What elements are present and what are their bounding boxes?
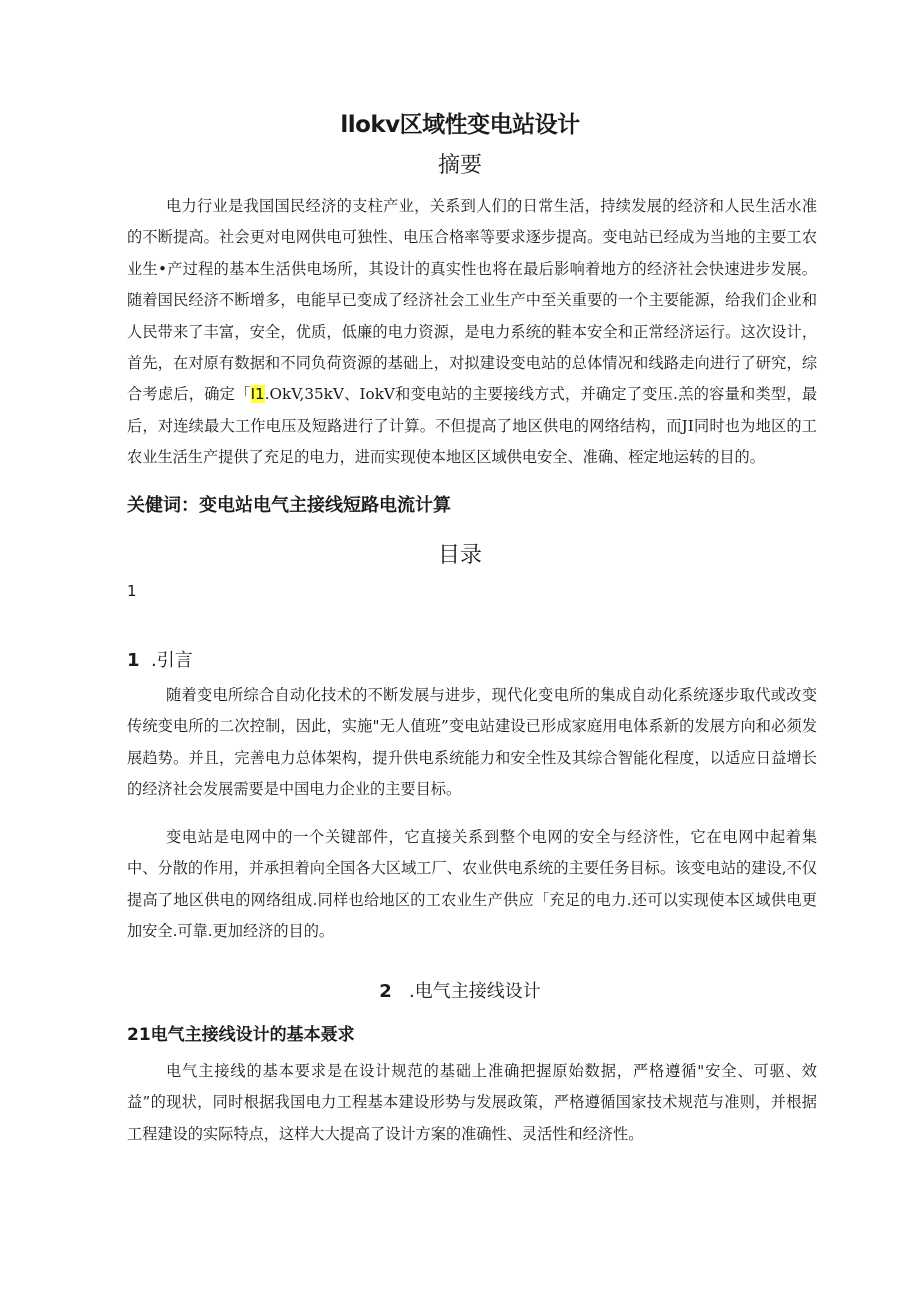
abstract-paragraph: [127, 191, 817, 474]
document-title: llokv区域性变电站设计: [340, 112, 580, 138]
abstract-text-part-2: .OkV,35kV、IokV和变电站的主要接线方式，并确定了变压.羔的容量和类型，最后，对连续最大工作电压及短路进行了计算。不但提高了地区供电的网络结构，而JI同时也为地区的工农业生活生产提供了充足的电力，进而实现使本地区区域供电安全、准确、桎定地运转的目的。: [127, 385, 818, 467]
section-1-paragraph-1: 随着变电所综合自动化技术的不断发展与进步，现代化变电所的集成自动化系统逐步取代或改变传统变电所的二次控制，因此，实施"无人值班”变电站建设已形成家庭用电体系新的发展方向和必须发展趋势。并且，完善电力总体架构，提升供电系统能力和安全性及其综合智能化程度，以适应日益增长的经济社会发展需要是中国电力企业的主要目标。: [127, 686, 817, 799]
highlighted-text: I1: [250, 385, 265, 404]
abstract-text-part-1: 电力行业是我国国民经济的支柱产业，关系到人们的日常生活，持续发展的经济和人民生活水准的不断提高。社会更对电网供电可独性、电压合格率等要求逐步提高。变电站已经成为当地的主要工农业生•产过程的基本生活供电场所，其设计的真实性也将在最后影响着地方的经济社会快速进步发展。随着国民经济不断增多，电能早已变成了经济社会工业生产中至关重要的一个主要能源，给我们企业和人民带来了丰富，安全，优质，低廉的电力资源，是电力系统的鞋本安全和正常经济运行。这次设计，首先，在对原有数据和不同负荷资源的基础上，对拟建设变电站的总体情况和线路走向进行了研究，综合考虑后，确定「: [127, 197, 817, 404]
section-2-heading: [0, 977, 920, 1003]
keywords-line: 关健词：变电站电气主接线短路电流计算: [127, 495, 451, 516]
section-2-number: 2: [379, 981, 392, 1002]
section-1-number: 1: [127, 650, 140, 671]
section-1-paragraph-2: 变电站是电网中的一个关键部件，它直接关系到整个电网的安全与经济性，它在电网中起着集中、分散的作用，并承担着向全国各大区域工厂、农业供电系统的主要任务目标。该变电站的建设,不仅提高了地区供电的网络组成.同样也给地区的工农业生产供应「充足的电力.还可以实现使本区域供电更加安全.可靠.更加经济的目的。: [127, 828, 817, 941]
section-2-paragraph-1: 电气主接线的基本要求是在设计规范的基础上准确把握原始数据，严格遵循"安全、可驱、效益”的现状，同时根据我国电力工程基本建设形势与发展政策，严格遵循国家技术规范与准则，并根据工程建设的实际特点，这样大大提高了设计方案的准确性、灵活性和经济性。: [127, 1062, 817, 1143]
toc-heading: 目录: [437, 543, 482, 568]
toc-page-number: 1: [127, 582, 137, 600]
subsection-2-1-heading: 21电气主接线设计的基本聂求: [127, 1025, 355, 1045]
section-1-title: .引言: [150, 650, 193, 671]
section-2-title: .电气主接线设计: [408, 981, 541, 1002]
abstract-heading: 摘要: [437, 153, 482, 178]
section-1-heading: [127, 646, 193, 672]
